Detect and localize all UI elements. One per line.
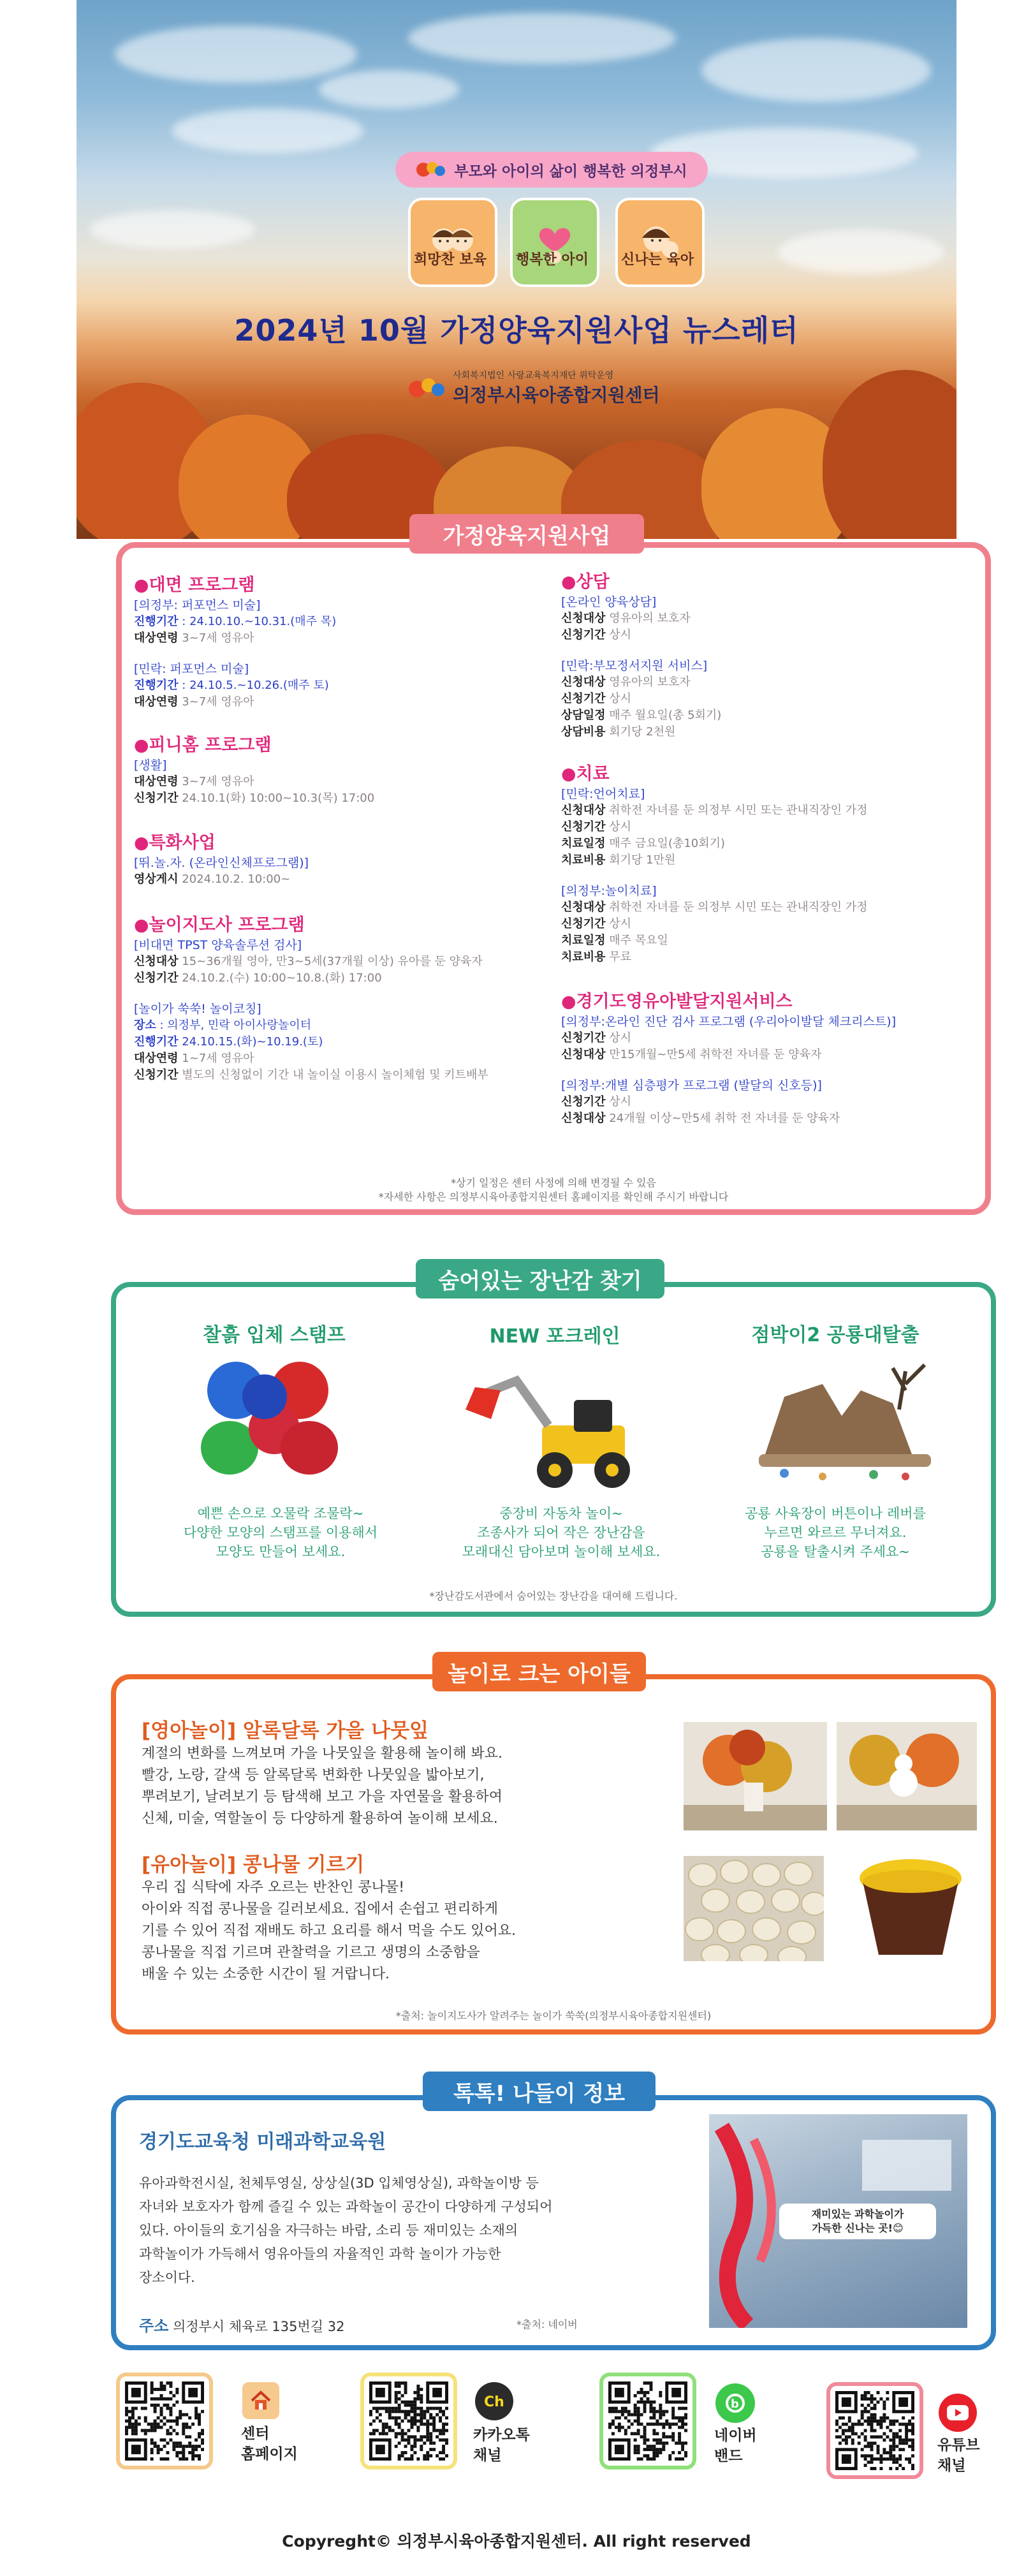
program-line-value: 24.10.15.(화)~10.19.(토) [178, 1035, 323, 1049]
program-group-title: ●놀이지도사 프로그램 [134, 915, 305, 935]
program-line [134, 1067, 555, 1084]
program-line-label: 신청대상 [561, 1112, 606, 1125]
toy-desc-line: 모양도 만들어 보세요. [216, 1544, 346, 1559]
program-line-label: 대상연령 [134, 695, 179, 709]
slogan-text: 부모와 아이의 삶이 행복한 의정부시 [454, 163, 687, 180]
mother-child-icon [615, 198, 705, 287]
program-line-value: 회기당 2천원 [605, 725, 676, 739]
program-line-label: 신청대상 [561, 1048, 606, 1061]
program-line [561, 949, 976, 966]
program-line-label: 영상게시 [134, 872, 179, 886]
program-line-value: 상시 [605, 917, 632, 931]
program-line-value: 상시 [605, 628, 632, 642]
toy-description [153, 1504, 408, 1561]
program-line-label: 장소 [134, 1019, 156, 1032]
program-line [134, 614, 555, 630]
autumn-leaves-photo-2 [837, 1722, 977, 1830]
svg-text:b: b [731, 2397, 739, 2411]
program-line-value: : 24.10.10.~10.31.(매주 목) [178, 615, 337, 628]
svg-text:Ch: Ch [484, 2394, 504, 2410]
city-logo-icon [416, 159, 446, 180]
program-line-value: : 의정부, 민락 아이사랑놀이터 [156, 1019, 312, 1032]
program-group [134, 828, 555, 888]
program-group-title: ●피니홈 프로그램 [134, 735, 272, 755]
program-line [134, 1050, 555, 1067]
program-line [134, 677, 555, 694]
program-group [134, 731, 555, 807]
excavator-toy-image [446, 1355, 657, 1492]
program-line [134, 790, 555, 807]
program-line-value: 상시 [605, 692, 632, 705]
play-source-note: *출처: 놀이지도사가 알려주는 놀이가 쑥쑥(의정부시육아종합지원센터) [395, 2010, 712, 2022]
program-line-label: 신청기간 [561, 692, 606, 705]
program-line-value: 매주 월요일(총 5회기) [605, 709, 722, 722]
toy-description [427, 1504, 695, 1561]
toy-desc-line: 모래대신 담아보며 놀이해 보세요. [462, 1544, 661, 1559]
child-play-title: [유아놀이] 콩나물 기르기 [142, 1853, 365, 1876]
band-qr-code[interactable] [599, 2373, 696, 2469]
program-line [561, 852, 976, 869]
program-line-value: 3~7세 영유아 [178, 631, 254, 645]
program-line-label: 신청대상 [561, 612, 606, 625]
program-line [561, 899, 976, 916]
program-line [561, 1110, 976, 1127]
outing-address [139, 2313, 344, 2336]
program-line [134, 1017, 555, 1034]
program-group-title: ●대면 프로그램 [134, 575, 255, 595]
program-line-label: 대상연령 [134, 775, 179, 788]
org-logo [408, 370, 701, 406]
program-block [561, 594, 976, 644]
youtube-link-label[interactable]: 유튜브 채널 [937, 2437, 980, 2474]
toy-description [708, 1504, 963, 1561]
play-body-line: 신체, 미술, 역할놀이 등 다양하게 활용하여 놀이해 보세요. [142, 1811, 498, 1827]
program-line [561, 932, 976, 949]
program-group [561, 760, 976, 966]
program-line-label: 진행기간 [134, 1035, 179, 1049]
program-group [561, 987, 976, 1127]
program-line-label: 신청기간 [134, 791, 179, 805]
program-tag: [민락: 퍼포먼스 미술] [134, 662, 249, 676]
program-block [134, 855, 555, 888]
home-support-header: 가정양육지원사업 [409, 514, 644, 554]
org-subtitle: 사회복지법인 사랑교육복지재단 위탁운영 [453, 371, 614, 381]
photo-caption: 재미있는 과학놀이가 가득한 신나는 곳!😊 [779, 2204, 936, 2239]
program-line [134, 774, 555, 790]
program-line-value: 별도의 신청없이 기간 내 놀이실 이용시 놀이체험 및 키트배부 [178, 1068, 488, 1082]
program-line-label: 신청대상 [561, 675, 606, 689]
program-line [561, 802, 976, 819]
toys-header: 숨어있는 장난감 찾기 [416, 1259, 664, 1299]
program-tag: [민락:언어치료] [561, 787, 645, 801]
homepage-qr-code[interactable] [116, 2373, 213, 2469]
program-line-value: 2024.10.2. 10:00~ [178, 872, 291, 886]
program-tag: [놀이가 쑥쑥! 놀이코칭] [134, 1002, 261, 1016]
outing-body-line: 과학놀이가 가득해서 영유아들의 자율적인 과학 놀이가 가능한 [139, 2246, 501, 2262]
program-line-value: 취학전 자녀를 둔 의정부 시민 또는 관내직장인 가정 [605, 804, 868, 817]
program-line-label: 신청기간 [134, 1068, 179, 1082]
outing-header: 톡톡! 나들이 정보 [423, 2072, 656, 2111]
program-line [561, 1047, 976, 1063]
program-line [561, 691, 976, 707]
program-line-value: : 24.10.5.~10.26.(매주 토) [178, 679, 329, 692]
play-body-line: 기를 수 있어 직접 재배도 하고 요리를 해서 먹을 수도 있어요. [142, 1923, 516, 1939]
happy-children-icon [408, 198, 497, 287]
program-tag: [의정부:놀이치료] [561, 884, 657, 898]
program-line [134, 630, 555, 647]
program-block [561, 1013, 976, 1063]
program-block [134, 1001, 555, 1084]
program-line-label: 진행기간 [134, 679, 179, 692]
program-line-label: 진행기간 [134, 615, 179, 628]
autumn-leaves-photo-1 [684, 1722, 827, 1830]
schedule-note: *상기 일정은 센터 사정에 의해 변경될 수 있음 [451, 1177, 656, 1189]
program-block [561, 883, 976, 966]
program-line [134, 1034, 555, 1050]
program-line-value: 상시 [605, 820, 632, 834]
program-line-value: 매주 금요일(총10회기) [605, 837, 726, 850]
program-block [561, 786, 976, 869]
program-block [134, 937, 555, 987]
program-line-label: 신청기간 [561, 628, 606, 642]
program-tag: [의정부:온라인 진단 검사 프로그램 (우리아이발달 체크리스트)] [561, 1015, 897, 1029]
address-label: 주소 [139, 2317, 169, 2335]
program-tag: [뛰.놀.자. (온라인신체프로그램)] [134, 856, 309, 870]
toy-desc-line: 공룡을 탈출시켜 주세요~ [761, 1544, 910, 1559]
program-group-title: ●치료 [561, 764, 610, 784]
program-tag: [온라인 양육상담] [561, 595, 657, 609]
toy-name: NEW 포크레인 [489, 1325, 620, 1348]
toy-desc-line: 조종사가 되어 작은 장난감을 [477, 1525, 645, 1540]
program-line [134, 953, 555, 970]
homepage-link-label[interactable]: 센터 홈페이지 [241, 2425, 298, 2462]
program-line-label: 상담비용 [561, 725, 606, 739]
program-line-value: 영유아의 보호자 [605, 675, 691, 689]
program-line-label: 신청기간 [561, 917, 606, 931]
program-line-value: 24.10.2.(수) 10:00~10.8.(화) 17:00 [178, 971, 382, 985]
program-line-label: 치료비용 [561, 950, 606, 964]
youtube-icon[interactable] [939, 2394, 977, 2432]
play-body-line: 콩나물을 직접 기르며 관찰력을 기르고 생명의 소중함을 [142, 1945, 480, 1961]
program-line-label: 신청기간 [134, 971, 179, 985]
toy-desc-line: 다양한 모양의 스탬프를 이용해서 [183, 1525, 378, 1540]
program-group-title: ●특화사업 [134, 833, 216, 853]
program-line-label: 신청대상 [561, 901, 606, 914]
toy-desc-line: 예쁜 손으로 오물락 조물락~ [197, 1506, 364, 1521]
toy-name: 점박이2 공룡대탈출 [751, 1324, 919, 1346]
program-line-value: 3~7세 영유아 [178, 775, 254, 788]
youtube-qr-code[interactable] [826, 2382, 923, 2479]
play-header: 놀이로 크는 아이들 [432, 1652, 646, 1691]
program-group [134, 571, 555, 710]
program-line [134, 694, 555, 710]
program-line [561, 724, 976, 740]
program-line-label: 신청대상 [134, 955, 179, 968]
home-support-left-column [134, 571, 555, 1103]
program-line [561, 916, 976, 932]
program-tag: [비대면 TPST 양육솔루션 검사] [134, 938, 302, 952]
copyright-footer: Copyreght© 의정부시육아종합지원센터. All right reserved [282, 2532, 751, 2550]
program-group [134, 911, 555, 1084]
outing-place-title: 경기도교육청 미래과학교육원 [139, 2131, 386, 2153]
program-block [134, 661, 555, 710]
program-group-title: ●상담 [561, 572, 610, 592]
play-body-line: 빨강, 노랑, 갈색 등 알록달록 변화한 나뭇잎을 밟아보기, [142, 1767, 485, 1783]
toy-library-note: *장난감도서관에서 숨어있는 장난감을 대여해 드립니다. [429, 1590, 678, 1602]
program-line-label: 상담일정 [561, 709, 606, 722]
program-line [134, 871, 555, 888]
outing-body-line: 장소이다. [139, 2270, 195, 2285]
program-tag: [생활] [134, 758, 167, 772]
program-line-value: 회기당 1만원 [605, 853, 676, 867]
address-value: 의정부시 체육로 135번길 32 [173, 2319, 345, 2334]
outing-source: *출처: 네이버 [516, 2318, 578, 2330]
program-line-value: 24.10.1(화) 10:00~10.3(목) 17:00 [178, 791, 375, 805]
center-logo-icon [408, 374, 446, 402]
program-block [134, 597, 555, 647]
program-block [561, 1077, 976, 1127]
play-body-line: 배울 수 있는 소중한 시간이 될 거랍니다. [142, 1966, 390, 1982]
clay-stamp-image [191, 1352, 351, 1480]
program-block [561, 658, 976, 740]
program-line [561, 819, 976, 835]
program-line-value: 3~7세 영유아 [178, 695, 254, 709]
kakao-qr-code[interactable] [360, 2373, 457, 2469]
play-body-line: 아이와 직접 콩나물을 길러보세요. 집에서 손쉽고 편리하게 [142, 1901, 499, 1917]
program-tag: [의정부: 퍼포먼스 미술] [134, 598, 261, 612]
soybeans-photo [684, 1856, 824, 1961]
program-line-value: 취학전 자녀를 둔 의정부 시민 또는 관내직장인 가정 [605, 901, 868, 914]
slogan-pill [395, 152, 708, 188]
toy-desc-line: 누르면 와르르 무너져요. [764, 1525, 907, 1540]
program-line [561, 707, 976, 724]
band-link-label[interactable]: 네이버 밴드 [714, 2427, 757, 2464]
play-body-line: 우리 집 식탁에 자주 오르는 반찬인 콩나물! [142, 1880, 405, 1895]
home-support-right-column [561, 568, 976, 1146]
hero-icon-label: 신나는 육아 [621, 252, 694, 268]
program-line-value: 무료 [605, 950, 632, 964]
child-play-body [142, 1877, 671, 1985]
program-line-value: 만15개월~만5세 취학전 자녀를 둔 양육자 [605, 1048, 822, 1061]
kakao-link-label[interactable]: 카카오톡 채널 [473, 2427, 530, 2464]
home-icon[interactable] [242, 2382, 279, 2419]
program-line-label: 신청기간 [561, 1031, 606, 1045]
program-line-label: 치료비용 [561, 853, 606, 867]
program-line [561, 627, 976, 644]
detail-note: *자세한 사항은 의정부시육아종합지원센터 홈페이지를 확인해 주시기 바랍니다 [378, 1191, 729, 1203]
infant-play-block [142, 1714, 671, 1830]
program-group [561, 568, 976, 740]
toy-desc-line: 공룡 사육장이 버튼이나 레버를 [745, 1506, 926, 1521]
program-line-label: 치료일정 [561, 837, 606, 850]
toy-desc-line: 중장비 자동차 놀이~ [499, 1506, 623, 1521]
outing-body-line: 자녀와 보호자가 함께 즐길 수 있는 과학놀이 공간이 다양하게 구성되어 [139, 2199, 553, 2214]
hero-banner [77, 0, 956, 539]
program-line-value: 매주 목요일 [605, 934, 668, 947]
program-line-label: 신청기간 [561, 820, 606, 834]
hero-icon-label: 행복한 아이 [516, 252, 589, 268]
program-line-value: 영유아의 보호자 [605, 612, 691, 625]
program-group-title: ●경기도영유아발달지원서비스 [561, 992, 793, 1012]
toy-name: 찰흙 입체 스탬프 [203, 1324, 346, 1346]
band-icon[interactable] [715, 2383, 755, 2423]
program-line [561, 610, 976, 627]
program-line [561, 1094, 976, 1110]
program-line-value: 24개월 이상~만5세 취학 전 자녀를 둔 양육자 [605, 1112, 840, 1125]
program-line-label: 신청기간 [561, 1095, 606, 1108]
program-line-label: 치료일정 [561, 934, 606, 947]
outing-body-line: 있다. 아이들의 호기심을 자극하는 바람, 소리 등 재미있는 소재의 [139, 2223, 518, 2238]
heart-child-icon [510, 198, 599, 287]
program-block [134, 757, 555, 807]
program-line-value: 15~36개월 영아, 만3~5세(37개월 이상) 유아를 둔 양육자 [178, 955, 483, 968]
kakao-channel-icon[interactable] [475, 2382, 513, 2420]
program-tag: [의정부:개별 심층평가 프로그램 (발달의 신호등)] [561, 1078, 822, 1093]
bean-sprout-pot-photo [840, 1853, 981, 1964]
play-body-line: 계절의 변화를 느껴보며 가을 나뭇잎을 활용해 놀이해 봐요. [142, 1746, 502, 1762]
program-tag: [민락:부모정서지원 서비스] [561, 659, 708, 673]
program-line-label: 신청대상 [561, 804, 606, 817]
program-line-label: 대상연령 [134, 1052, 179, 1065]
program-line [561, 835, 976, 852]
program-line [561, 1030, 976, 1047]
program-line-label: 대상연령 [134, 631, 179, 645]
newsletter-title: 2024년 10월 가정양육지원사업 뉴스레터 [234, 313, 799, 348]
infant-play-title: [영아놀이] 알록달록 가을 나뭇잎 [142, 1719, 429, 1742]
dinosaur-escape-image [746, 1358, 944, 1486]
org-name: 의정부시육아종합지원센터 [453, 385, 660, 406]
program-line [561, 674, 976, 691]
program-line-value: 상시 [605, 1031, 632, 1045]
program-line-value: 1~7세 영유아 [178, 1052, 254, 1065]
program-line-value: 상시 [605, 1095, 632, 1108]
outing-description [139, 2172, 662, 2290]
infant-play-body [142, 1743, 671, 1830]
hero-icon-label: 희망찬 보육 [414, 252, 487, 268]
science-museum-photo [709, 2114, 967, 2328]
play-body-line: 뿌려보기, 날려보기 등 탐색해 보고 가을 자연물을 활용하여 [142, 1789, 502, 1805]
program-line [134, 970, 555, 987]
outing-body-line: 유아과학전시실, 천체투영실, 상상실(3D 입체영상실), 과학놀이방 등 [139, 2175, 539, 2191]
child-play-block [142, 1848, 671, 1985]
